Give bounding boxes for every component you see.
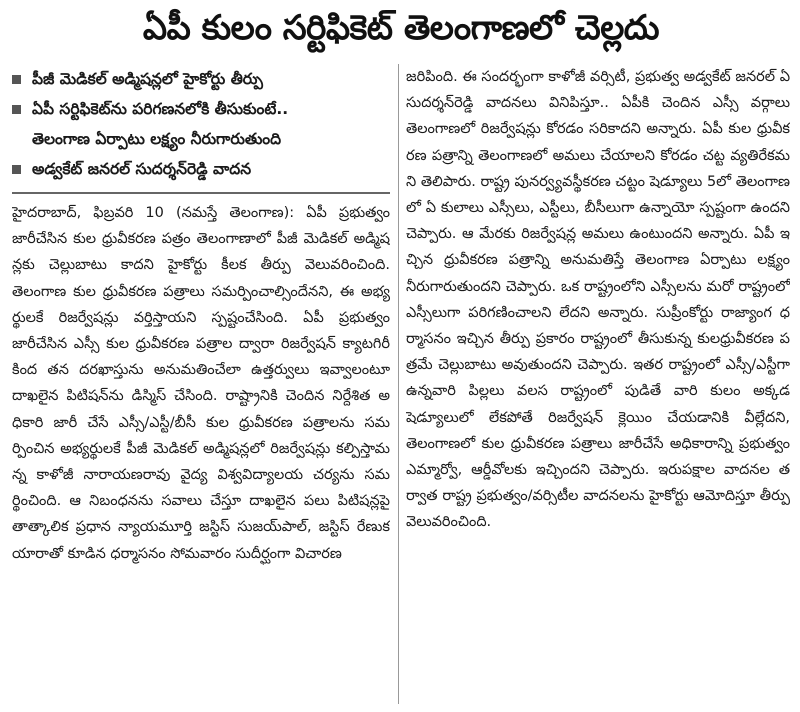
highlight-text: ఏపీ సర్టిఫికెట్‌ను పరిగణనలోకి తీసుకుంటే.. <box>32 100 289 118</box>
headline: ఏపీ కులం సర్టిఫికెట్ తెలంగాణలో చెల్లదు <box>142 8 660 48</box>
article-columns <box>12 64 790 704</box>
highlights-list <box>12 64 390 184</box>
highlight-item <box>12 154 390 184</box>
highlight-item <box>12 94 390 124</box>
divider <box>12 192 390 194</box>
article-body-left: హైదరాబాద్, ఫిబ్రవరి 10 (నమస్తే తెలంగాణ): ఏపీ ప్రభుత్వం జారీచేసిన కుల ధ్రువీకరణ పత్రం తెలంగాణాలో పీజీ మెడికల్ అడ్మిషన్లకు చెల్లుబాటు కాదని హైకోర్టు కీలక తీర్పు వెలువరించింది. తెలంగాణ కుల ధ్రువీకరణ పత్రాలు సమర్పించాల్సిందేనని, ఈ అభ్యర్థులకే రిజర్వేషన్లు వర్తిస్తాయని స్పష్టంచేసింది. ఏపీ ప్రభుత్వం జారీచేసిన ఎస్సీ కుల ధ్రువీకరణ పత్రాల ద్వారా రిజర్వేషన్ క్యాటగిరీ కింద తన దరఖాస్తును అనుమతించేలా ఉత్తర్వులు ఇవ్వాలంటూ దాఖలైన పిటిషన్‌ను డిస్మిస్ చేసింది. రాష్ట్రానికి చెందిన నిర్దేశిత అధికారి జారీ చేసే ఎస్సీ/ఎస్టీ/బీసీ కుల ధ్రువీకరణ పత్రాలను సమర్పించిన అభ్యర్థులకే పీజీ మెడికల్ అడ్మిషన్లలో రిజర్వేషన్లు కల్పిస్తామన్న కాళోజీ నారాయణరావు వైద్య విశ్వవిద్యాలయ చర్యను సమర్థించింది. ఆ నిబంధనను సవాలు చేస్తూ దాఖలైన పలు పిటిషన్లపై తాత్కాలిక ప్రధాన న్యాయమూర్తి జస్టిస్ సుజయ్‌పాల్, జస్టిస్ రేణుక యారాతో కూడిన ధర్మాసనం సోమవారం సుదీర్ఘంగా విచారణ <box>12 205 390 562</box>
highlight-text: పీజీ మెడికల్ అడ్మిషన్లలో హైకోర్టు తీర్పు <box>32 70 263 88</box>
square-bullet-icon <box>12 105 21 114</box>
square-bullet-icon <box>12 165 21 174</box>
square-bullet-icon <box>12 75 21 84</box>
right-column <box>406 64 790 704</box>
article-body-right: జరిపింది. ఈ సందర్భంగా కాళోజీ వర్సిటీ, ప్రభుత్వ అడ్వకేట్ జనరల్ ఏ సుదర్శన్‌రెడ్డి వాదనలు వినిపిస్తూ.. ఏపీకి చెందిన ఎస్సీ వర్గాలు తెలంగాణలో రిజర్వేషన్లు కోరడం సరికాదని అన్నారు. ఏపీ కుల ధ్రువీకరణ పత్రాన్ని తెలంగాణలో అమలు చేయాలని కోరడం చట్ట వ్యతిరేకమని తెలిపారు. రాష్ట్ర పునర్వ్యవస్థీకరణ చట్టం షెడ్యూలు 5లో తెలంగాణలో ఏ కులాలు ఎస్సీలు, ఎస్టీలు, బీసీలుగా ఉన్నాయో స్పష్టంగా ఉందని చెప్పారు. ఆ మేరకు రిజర్వేషన్ల అమలు ఉంటుందని అన్నారు. ఏపీ ఇచ్చిన ధ్రువీకరణ పత్రాన్ని అనుమతిస్తే తెలంగాణ ఏర్పాటు లక్ష్యం నీరుగారుతుందని చెప్పారు. ఒక రాష్ట్రంలోని ఎస్సీలను మరో రాష్ట్రంలో ఎస్సీలుగా పరిగణించాలని లేదని అన్నారు. సుప్రీంకోర్టు రాజ్యాంగ ధర్మాసనం ఇచ్చిన తీర్పు ప్రకారం రాష్ట్రంలో తీసుకున్న కులధ్రువీకరణ పత్రమే చెల్లుబాటు అవుతుందని చెప్పారు. ఇతర రాష్ట్రంలో ఎస్సీ/ఎస్టీగా ఉన్నవారి పిల్లలు వలస రాష్ట్రంలో పుడితే వారి కులం అక్కడ షెడ్యూలులో లేకపోతే రిజర్వేషన్ క్లెయిం చేయడానికి వీల్లేదని, తెలంగాణలో కుల ధ్రువీకరణ పత్రాలు జారీచేసే అధికారాన్ని ప్రభుత్వం ఎమ్మార్వో, ఆర్డీవోలకు ఇచ్చిందని చెప్పారు. ఇరుపక్షాల వాదనల తర్వాత రాష్ట్ర ప్రభుత్వం/వర్సిటీల వాదనలను హైకోర్టు ఆమోదిస్తూ తీర్పు వెలువరించింది. <box>406 69 790 531</box>
left-column <box>12 64 390 704</box>
highlight-item <box>12 124 390 154</box>
highlight-item <box>12 64 390 94</box>
highlight-text: అడ్వకేట్ జనరల్ సుదర్శన్‌రెడ్డి వాదన <box>32 160 252 178</box>
highlight-text: తెలంగాణ ఏర్పాటు లక్ష్యం నీరుగారుతుంది <box>32 130 282 148</box>
column-divider <box>398 64 399 704</box>
